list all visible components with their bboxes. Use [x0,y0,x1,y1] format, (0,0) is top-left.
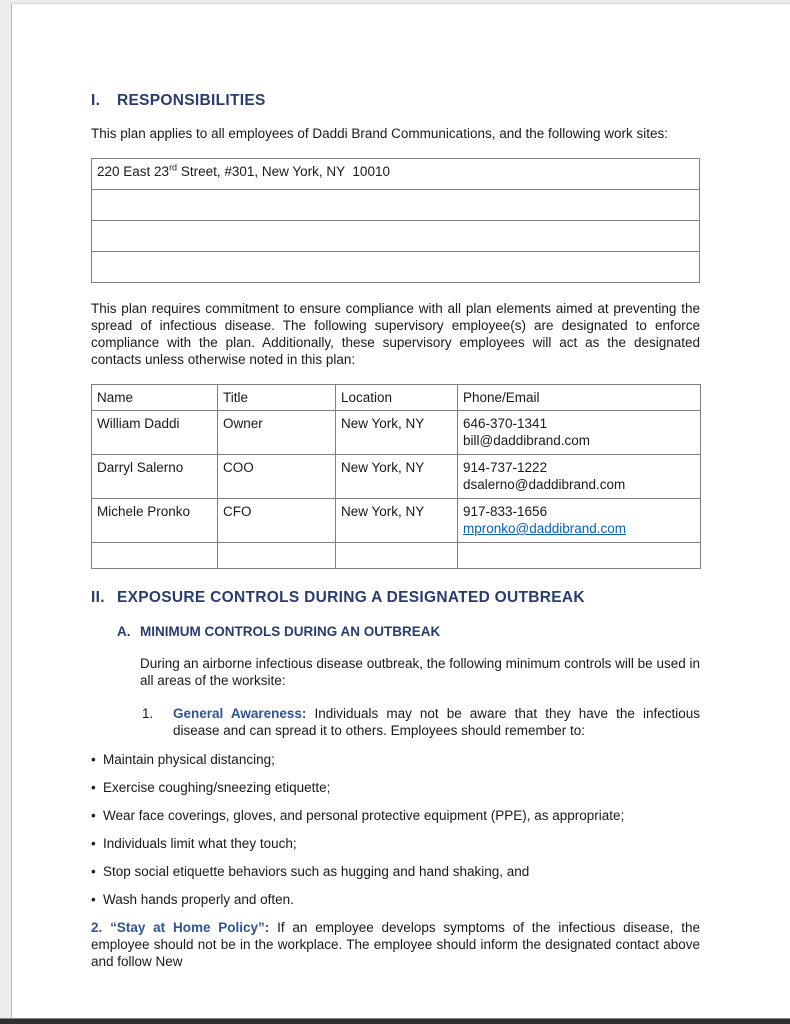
contact-phone-email [458,455,701,499]
table-row [92,411,701,455]
section-title: EXPOSURE CONTROLS DURING A DESIGNATED OUTBREAK [117,589,585,606]
commitment-paragraph: This plan requires commitment to ensure compliance with all plan elements aimed at preventing the spread of infectious disease. The following supervisory employee(s) are designated to enforce compliance with the plan. Additionally, these supervisory employees will act as the designated contacts unless otherwise noted in this plan: [91,301,700,367]
column-header-name: Name [92,385,218,411]
contact-email: dsalerno@daddibrand.com [463,477,626,492]
table-cell-empty [218,543,336,569]
worksite-address-cell [92,159,700,190]
contact-name: Darryl Salerno [92,455,218,499]
table-cell-empty [92,252,700,283]
section-heading-exposure-controls [91,589,700,606]
contact-phone-email [458,499,701,543]
column-header-location: Location [336,385,458,411]
document-page [11,3,790,1018]
numbered-item-general-awareness [142,705,700,739]
item-number: 2. [91,920,103,935]
column-header-title: Title [218,385,336,411]
contact-name: William Daddi [92,411,218,455]
section-heading-responsibilities [91,92,700,109]
ordinal-suffix: rd [169,162,178,173]
address-text: 220 East 23 [97,164,170,179]
list-item: • Maintain physical distancing; [91,751,700,768]
contact-title: CFO [218,499,336,543]
table-cell-empty [92,543,218,569]
table-row [92,252,700,283]
table-cell-empty [92,221,700,252]
list-item: • Stop social etiquette behaviors such as hugging and hand shaking, and [91,863,700,880]
list-item: • Wear face coverings, gloves, and personal protective equipment (PPE), as appropriate; [91,807,700,824]
table-row [92,159,700,190]
table-header-row [92,385,701,411]
page-bottom-edge [0,1018,790,1024]
subsection-letter: A. [117,624,131,639]
numbered-item-stay-at-home [91,919,700,970]
item-number: 1. [142,706,154,721]
minimum-controls-intro: During an airborne infectious disease outbreak, the following minimum controls will be used in all areas of the worksite: [140,656,700,688]
intro-paragraph: This plan applies to all employees of Daddi Brand Communications, and the following work sites: [91,126,669,141]
section-number: I. [91,92,101,109]
table-row [92,499,701,543]
list-item: • Individuals limit what they touch; [91,835,700,852]
item-text: If an employee develops symptoms of the infectious disease, the employee should not be in the workplace. The employee should inform the designated contact above and follow New [91,920,700,969]
contact-name: Michele Pronko [92,499,218,543]
table-row [92,221,700,252]
table-cell-empty [336,543,458,569]
contact-location: New York, NY [336,499,458,543]
table-row [92,455,701,499]
item-text: Individuals may not be aware that they have the infectious disease and can spread it to others. Employees should remember to: [173,706,700,738]
item-label: “Stay at Home Policy”: [110,920,270,935]
page-content [12,4,700,970]
subsection-heading-minimum-controls [117,623,700,640]
contacts-table [91,384,701,569]
contact-title: COO [218,455,336,499]
email-hyperlink[interactable]: mpronko@daddibrand.com [463,521,627,536]
table-row [92,190,700,221]
bullet-list [91,751,700,908]
subsection-title: MINIMUM CONTROLS DURING AN OUTBREAK [140,624,441,639]
contact-phone: 914-737-1222 [463,460,548,475]
list-item: • Exercise coughing/sneezing etiquette; [91,779,700,796]
column-header-phone-email: Phone/Email [458,385,701,411]
table-cell-empty [92,190,700,221]
address-text-rest: Street, #301, New York, NY 10010 [177,164,390,179]
contact-email: bill@daddibrand.com [463,433,591,448]
contact-location: New York, NY [336,455,458,499]
section-title: RESPONSIBILITIES [117,92,266,109]
item-label: General Awareness: [173,706,307,721]
section-number: II. [91,589,105,606]
contact-title: Owner [218,411,336,455]
contact-location: New York, NY [336,411,458,455]
table-row [92,543,701,569]
list-item: • Wash hands properly and often. [91,891,700,908]
contact-phone-email [458,411,701,455]
contact-phone: 917-833-1656 [463,504,548,519]
contact-phone: 646-370-1341 [463,416,548,431]
table-cell-empty [458,543,701,569]
worksites-table [91,158,700,283]
